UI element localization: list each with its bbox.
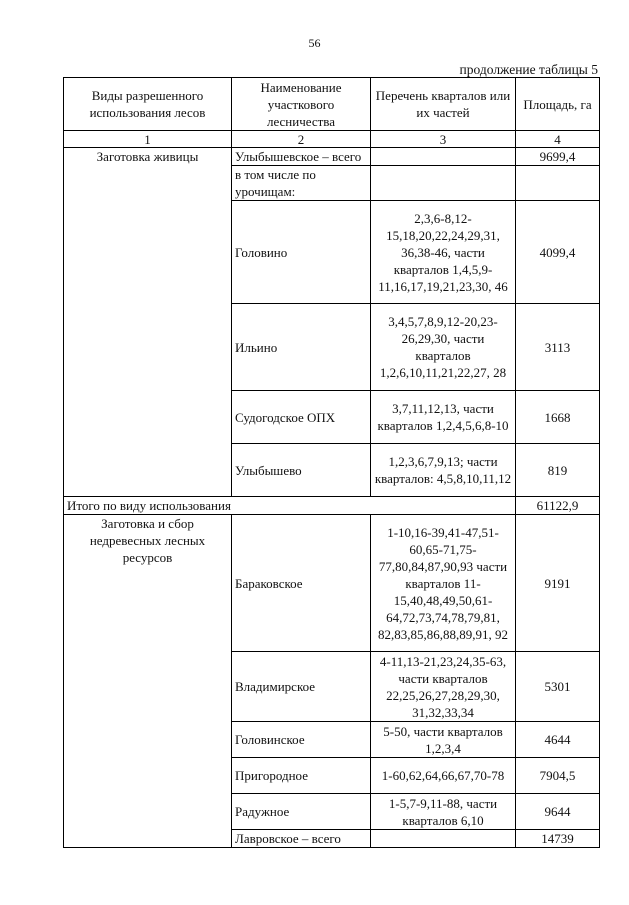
use-type-cell: Заготовка и сбор недревесных лесных ресурсов	[64, 515, 232, 848]
total-label-cell: Итого по виду использования	[64, 497, 516, 515]
table-continuation-label: продолжение таблицы 5	[459, 62, 598, 77]
column-number: 2	[232, 131, 371, 148]
area-cell: 3113	[516, 304, 600, 391]
forestry-name-cell: Радужное	[232, 794, 371, 830]
forestry-name-cell: Владимирское	[232, 652, 371, 722]
column-number: 1	[64, 131, 232, 148]
quarters-cell	[371, 166, 516, 201]
forestry-name-cell: Бараковское	[232, 515, 371, 652]
area-cell: 9644	[516, 794, 600, 830]
area-cell	[516, 166, 600, 201]
quarters-cell: 1-10,16-39,41-47,51-60,65-71,75-77,80,84,87,90,93 части кварталов 11-15,40,48,49,50,61-64,72,73,74,78,79,81, 82,83,85,86,88,89,91, 92	[371, 515, 516, 652]
total-area-cell: 61122,9	[516, 497, 600, 515]
header-forestry: Наименование участкового лесничества	[232, 78, 371, 131]
quarters-cell	[371, 830, 516, 848]
subheader-cell: в том числе по урочищам:	[232, 166, 371, 201]
quarters-cell: 1,2,3,6,7,9,13; части кварталов: 4,5,8,10,11,12	[371, 444, 516, 497]
quarters-cell	[371, 148, 516, 166]
area-cell: 1668	[516, 391, 600, 444]
table-header-row	[64, 78, 600, 131]
forestry-name-cell: Головинское	[232, 722, 371, 758]
header-quarters: Перечень кварталов или их частей	[371, 78, 516, 131]
forest-use-table	[63, 77, 600, 848]
column-number: 4	[516, 131, 600, 148]
area-cell: 9699,4	[516, 148, 600, 166]
forestry-name-cell: Улыбышево	[232, 444, 371, 497]
area-cell: 4644	[516, 722, 600, 758]
forestry-name-cell: Судогодское ОПХ	[232, 391, 371, 444]
table-row	[64, 148, 600, 166]
quarters-cell: 1-60,62,64,66,67,70-78	[371, 758, 516, 794]
header-use-type: Виды разрешенного использования лесов	[64, 78, 232, 131]
area-cell: 14739	[516, 830, 600, 848]
area-cell: 7904,5	[516, 758, 600, 794]
quarters-cell: 3,4,5,7,8,9,12-20,23-26,29,30, части кварталов 1,2,6,10,11,21,22,27, 28	[371, 304, 516, 391]
forestry-name-cell: Ильино	[232, 304, 371, 391]
quarters-cell: 3,7,11,12,13, части кварталов 1,2,4,5,6,8-10	[371, 391, 516, 444]
header-area: Площадь, га	[516, 78, 600, 131]
forestry-name-cell: Пригородное	[232, 758, 371, 794]
quarters-cell: 1-5,7-9,11-88, части кварталов 6,10	[371, 794, 516, 830]
page-number: 56	[308, 36, 321, 50]
column-number-row	[64, 131, 600, 148]
forestry-total-cell: Улыбышевское – всего	[232, 148, 371, 166]
quarters-cell: 2,3,6-8,12-15,18,20,22,24,29,31, 36,38-46, части кварталов 1,4,5,9-11,16,17,19,21,23,30, 46	[371, 201, 516, 304]
area-cell: 819	[516, 444, 600, 497]
forestry-name-cell: Головино	[232, 201, 371, 304]
column-number: 3	[371, 131, 516, 148]
table-row	[64, 515, 600, 652]
total-row	[64, 497, 600, 515]
quarters-cell: 5-50, части кварталов 1,2,3,4	[371, 722, 516, 758]
area-cell: 4099,4	[516, 201, 600, 304]
area-cell: 5301	[516, 652, 600, 722]
quarters-cell: 4-11,13-21,23,24,35-63, части кварталов 22,25,26,27,28,29,30, 31,32,33,34	[371, 652, 516, 722]
area-cell: 9191	[516, 515, 600, 652]
forestry-total-cell: Лавровское – всего	[232, 830, 371, 848]
use-type-cell: Заготовка живицы	[64, 148, 232, 497]
